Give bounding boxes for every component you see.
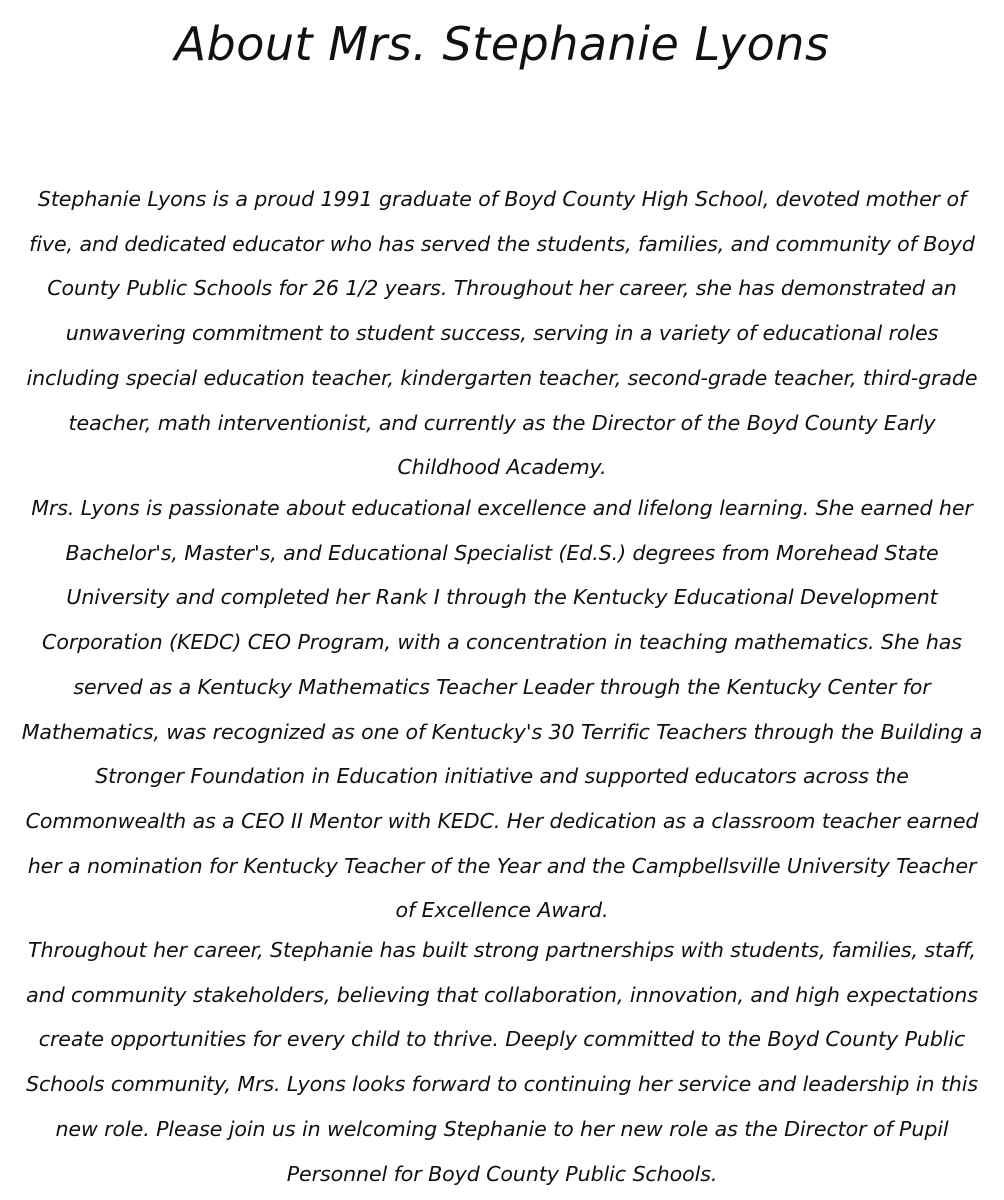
bio-paragraph-education: Mrs. Lyons is passionate about educational excellence and lifelong learning. She earned her Bachelor's, Master's, and Educational Specialist (Ed.S.) degrees from Morehead State University and completed her Rank I through the Kentucky Educational Development Corporation (KEDC) CEO Program, with a concentration in teaching mathematics. She has served as a Kentucky Mathematics Teacher Leader through the Kentucky Center for Mathematics, was recognized as one of Kentucky's 30 Terrific Teachers through the Building a Stronger Foundation in Education initiative and supported educators across the Commonwealth as a CEO II Mentor with KEDC. Her dedication as a classroom teacher earned her a nomination for Kentucky Teacher of the Year and the Campbellsville University Teacher of Excellence Award. bbox=[21, 496, 983, 923]
bio-paragraph-welcome: Throughout her career, Stephanie has built strong partnerships with students, families, staff, and community stakeholders, believing that collaboration, innovation, and high expectations create opportunities for every child to thrive. Deeply committed to the Boyd County Public Schools community, Mrs. Lyons looks forward to continuing her service and leadership in this new role. Please join us in welcoming Stephanie to her new role as the Director of Pupil Personnel for Boyd County Public Schools. bbox=[25, 938, 979, 1186]
bio-paragraph-career: Stephanie Lyons is a proud 1991 graduate of Boyd County High School, devoted mother of five, and dedicated educator who has served the students, families, and community of Boyd County Public Schools for 26 1/2 years. Throughout her career, she has demonstrated an unwavering commitment to student success, serving in a variety of educational roles including special education teacher, kindergarten teacher, second-grade teacher, third-grade teacher, math interventionist, and currently as the Director of the Boyd County Early Childhood Academy. bbox=[26, 187, 978, 480]
page-title: About Mrs. Stephanie Lyons bbox=[174, 17, 830, 71]
